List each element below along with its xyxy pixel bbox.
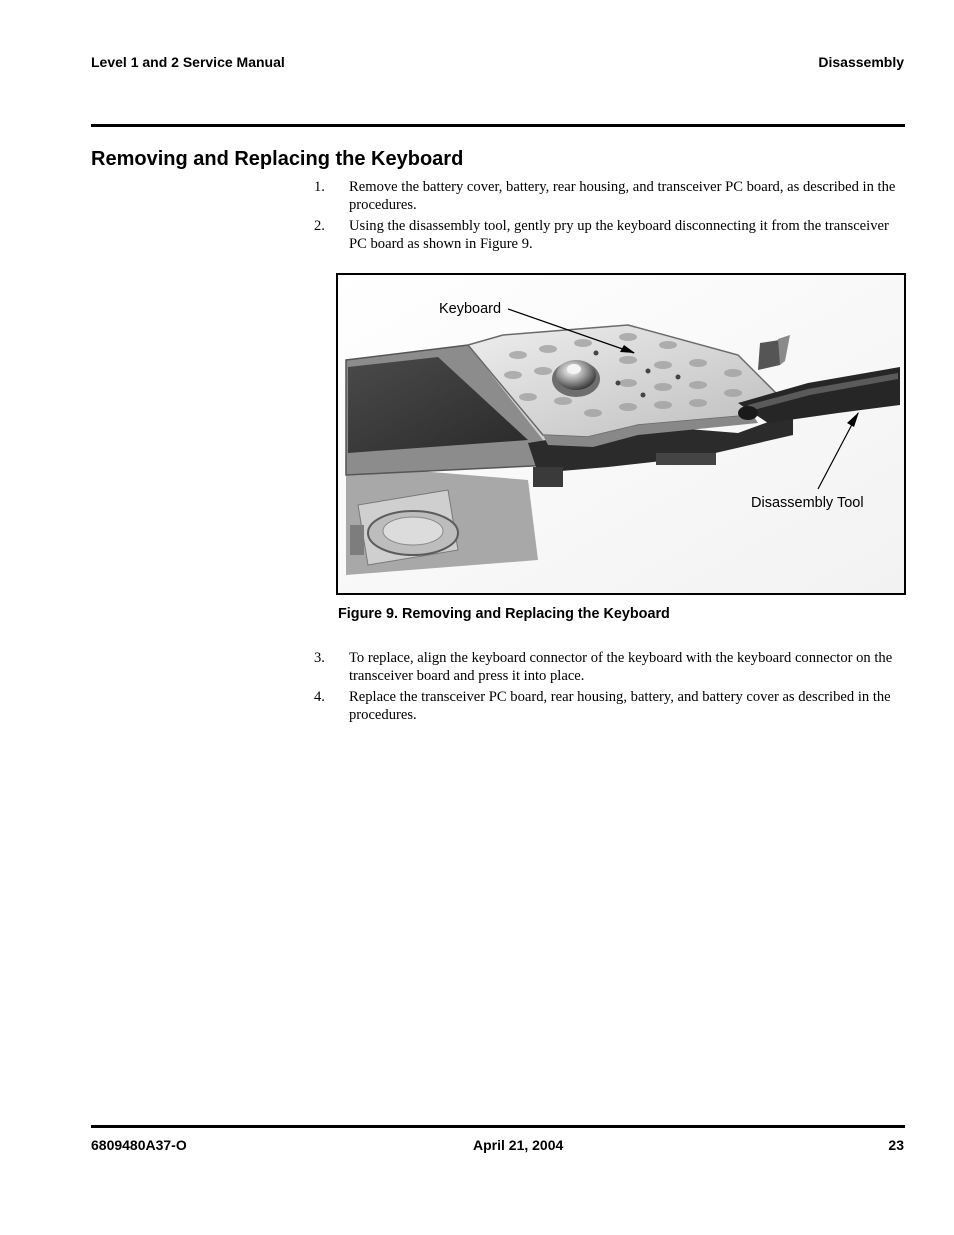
step-number: 1. [314, 179, 325, 195]
steps-list-before-figure [314, 179, 906, 257]
document-number: 6809480A37-O [91, 1137, 187, 1153]
figure-keyboard-removal [336, 273, 906, 595]
steps-list-after-figure [314, 650, 906, 728]
running-header-left: Level 1 and 2 Service Manual [91, 54, 285, 70]
running-header-right: Disassembly [818, 54, 904, 70]
step-item [314, 179, 906, 214]
publication-date: April 21, 2004 [473, 1137, 564, 1153]
tool-callout-label: Disassembly Tool [751, 495, 864, 511]
step-text: Using the disassembly tool, gently pry up the keyboard disconnecting it from the transceiver PC board as shown in Figure 9. [349, 218, 889, 252]
section-title: Removing and Replacing the Keyboard [91, 148, 464, 170]
step-number: 3. [314, 650, 325, 666]
keyboard-callout-label: Keyboard [439, 301, 502, 317]
figure-caption: Figure 9. Removing and Replacing the Keyboard [338, 606, 670, 622]
step-item [314, 650, 906, 685]
step-item [314, 218, 906, 253]
footer-rule [91, 1125, 905, 1128]
step-text: Remove the battery cover, battery, rear housing, and transceiver PC board, as described in the procedures. [349, 179, 896, 213]
step-text: Replace the transceiver PC board, rear housing, battery, and battery cover as described in the procedures. [349, 689, 891, 723]
step-item [314, 689, 906, 724]
step-text: To replace, align the keyboard connector of the keyboard with the keyboard connector on the transceiver board and press it into place. [349, 650, 893, 684]
keyboard-removal-photo [338, 275, 904, 593]
page-number: 23 [888, 1137, 904, 1153]
header-rule [91, 124, 905, 127]
step-number: 2. [314, 218, 325, 234]
step-number: 4. [314, 689, 325, 705]
